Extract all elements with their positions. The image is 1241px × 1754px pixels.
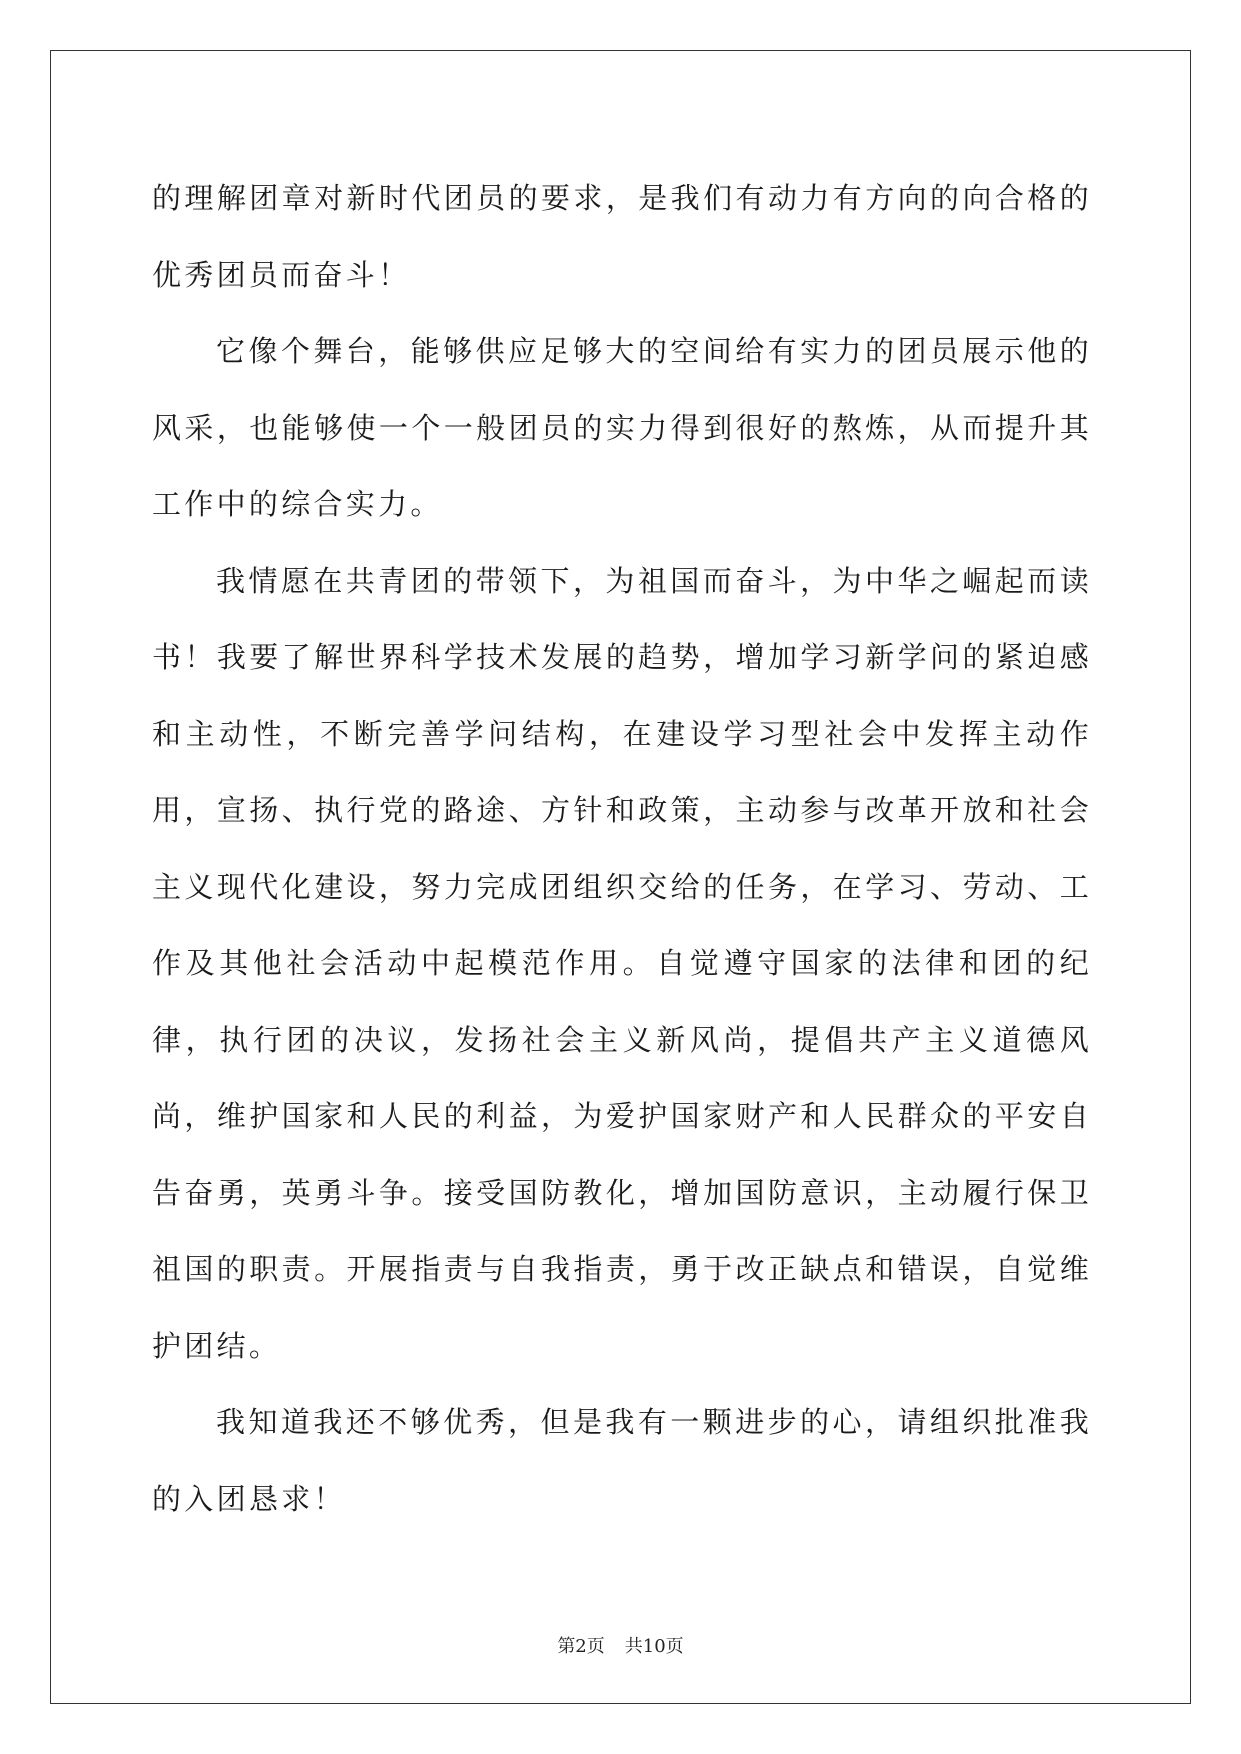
paragraph-2: 它像个舞台，能够供应足够大的空间给有实力的团员展示他的风采，也能够使一个一般团员的实力得到很好的熬炼，从而提升其工作中的综合实力。 (152, 334, 1092, 521)
page-total: 共10页 (624, 1636, 684, 1657)
paragraph-4: 我知道我还不够优秀，但是我有一颗进步的心，请组织批准我的入团恳求！ (152, 1405, 1092, 1516)
document-body (152, 160, 1092, 1537)
paragraph-3: 我情愿在共青团的带领下，为祖国而奋斗，为中华之崛起而读书！我要了解世界科学技术发展的趋势，增加学习新学问的紧迫感和主动性，不断完善学问结构，在建设学习型社会中发挥主动作用，宣扬、执行党的路途、方针和政策，主动参与改革开放和社会主义现代化建设，努力完成团组织交给的任务，在学习、劳动、工作及其他社会活动中起模范作用。自觉遵守国家的法律和团的纪律，执行团的决议，发扬社会主义新风尚，提倡共产主义道德风尚，维护国家和人民的利益，为爱护国家财产和人民群众的平安自告奋勇，英勇斗争。接受国防教化，增加国防意识，主动履行保卫祖国的职责。开展指责与自我指责，勇于改正缺点和错误，自觉维护团结。 (152, 563, 1092, 1363)
paragraph-1: 的理解团章对新时代团员的要求，是我们有动力有方向的向合格的优秀团员而奋斗！ (152, 181, 1092, 292)
page-number: 第2页 (557, 1636, 605, 1657)
page-footer (0, 1632, 1241, 1658)
